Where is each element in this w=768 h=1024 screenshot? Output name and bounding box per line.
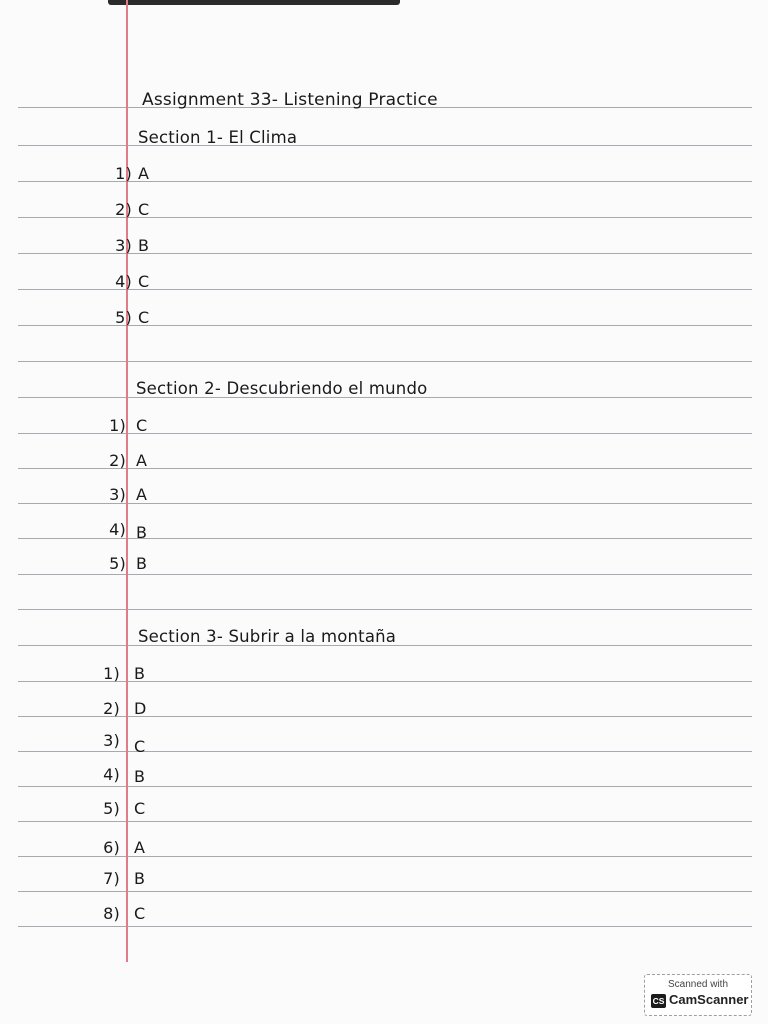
page-title: Assignment 33- Listening Practice <box>142 90 438 110</box>
question-number: 5) <box>109 554 126 573</box>
answer: C <box>138 200 150 219</box>
question-number: 1) <box>103 664 120 683</box>
answer: C <box>134 904 146 923</box>
answer: A <box>134 838 146 857</box>
ruled-line <box>18 821 752 822</box>
ruled-line <box>18 716 752 717</box>
question-number: 3) <box>103 731 120 750</box>
answer: B <box>136 523 148 542</box>
question-number: 4) <box>109 520 126 539</box>
answer: A <box>136 451 148 470</box>
section-1-heading: Section 1- El Clima <box>138 128 298 147</box>
ruled-line <box>18 681 752 682</box>
answer: A <box>136 485 148 504</box>
question-number: 6) <box>103 838 120 857</box>
question-number: 1) <box>109 416 126 435</box>
answer: B <box>134 869 146 888</box>
question-number: 4) <box>115 272 132 291</box>
question-number: 8) <box>103 904 120 923</box>
margin-line <box>126 0 128 962</box>
answer: B <box>136 554 148 573</box>
question-number: 5) <box>103 799 120 818</box>
ruled-line <box>18 538 752 539</box>
answer: C <box>134 737 146 756</box>
camscanner-logo-icon: CS <box>652 996 665 1006</box>
question-number: 2) <box>115 200 132 219</box>
answer: C <box>136 416 148 435</box>
watermark-caption: Scanned with <box>667 979 729 990</box>
answer: C <box>134 799 146 818</box>
camscanner-watermark <box>644 974 752 1016</box>
question-number: 7) <box>103 869 120 888</box>
ruled-line <box>18 361 752 362</box>
ruled-line <box>18 145 752 146</box>
ruled-line <box>18 468 752 469</box>
question-number: 1) <box>115 164 132 183</box>
answer: D <box>134 699 147 718</box>
ruled-line <box>18 574 752 575</box>
answer: B <box>134 664 146 683</box>
answer: C <box>138 272 150 291</box>
answer: B <box>138 236 150 255</box>
answer: C <box>138 308 150 327</box>
ruled-line <box>18 786 752 787</box>
ruled-line <box>18 856 752 857</box>
ruled-line <box>18 609 752 610</box>
question-number: 2) <box>109 451 126 470</box>
watermark-brand: CamScanner <box>669 992 749 1007</box>
question-number: 2) <box>103 699 120 718</box>
question-number: 3) <box>109 485 126 504</box>
section-2-heading: Section 2- Descubriendo el mundo <box>136 379 428 398</box>
section-3-heading: Section 3- Subrir a la montaña <box>138 627 397 646</box>
question-number: 5) <box>115 308 132 327</box>
ruled-line <box>18 503 752 504</box>
question-number: 3) <box>115 236 132 255</box>
ruled-line <box>18 751 752 752</box>
ruled-line <box>18 433 752 434</box>
question-number: 4) <box>103 765 120 784</box>
ruled-line <box>18 891 752 892</box>
scan-edge-shadow <box>108 0 400 5</box>
answer: B <box>134 767 146 786</box>
answer: A <box>138 164 150 183</box>
ruled-line <box>18 926 752 927</box>
